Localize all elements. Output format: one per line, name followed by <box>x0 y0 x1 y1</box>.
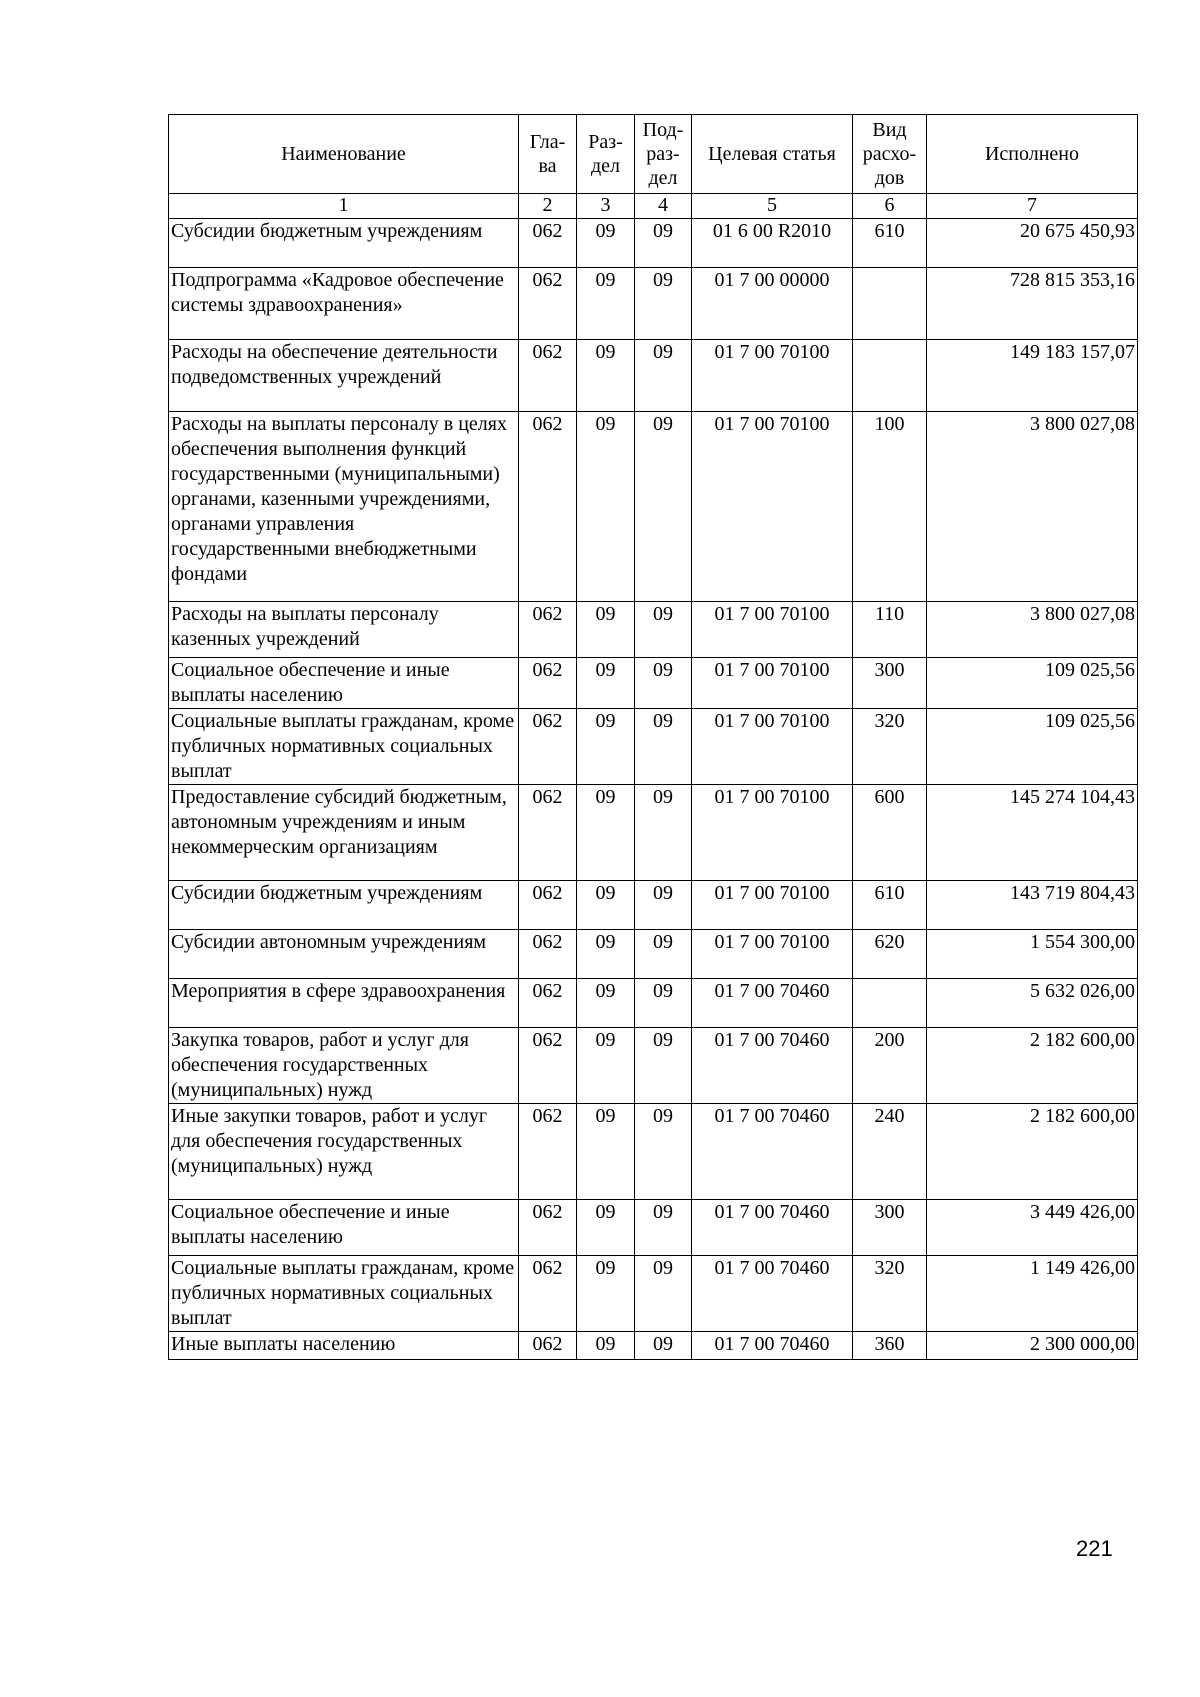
cell-target: 01 7 00 70100 <box>692 881 853 930</box>
cell-amount: 109 025,56 <box>927 658 1138 709</box>
cell-razdel: 09 <box>577 658 635 709</box>
cell-razdel: 09 <box>577 412 635 602</box>
header-vid: Вид расхо- дов <box>853 115 927 194</box>
header-executed: Исполнено <box>927 115 1138 194</box>
cell-glava: 062 <box>519 658 577 709</box>
cell-name: Иные закупки товаров, работ и услуг для обеспечения государственных (муниципальных) нужд <box>169 1104 519 1200</box>
cell-razdel: 09 <box>577 709 635 785</box>
cell-podrazdel: 09 <box>635 1200 692 1256</box>
cell-vid: 610 <box>853 219 927 268</box>
cell-amount: 728 815 353,16 <box>927 268 1138 340</box>
cell-target: 01 7 00 70100 <box>692 602 853 658</box>
table-row <box>169 340 1138 412</box>
cell-vid: 610 <box>853 881 927 930</box>
column-number: 1 <box>169 194 519 219</box>
cell-podrazdel: 09 <box>635 268 692 340</box>
cell-razdel: 09 <box>577 340 635 412</box>
cell-razdel: 09 <box>577 219 635 268</box>
cell-podrazdel: 09 <box>635 658 692 709</box>
cell-glava: 062 <box>519 1200 577 1256</box>
header-name: Наименование <box>169 115 519 194</box>
cell-name: Расходы на обеспечение деятельности подведомственных учреждений <box>169 340 519 412</box>
cell-razdel: 09 <box>577 785 635 881</box>
cell-razdel: 09 <box>577 930 635 979</box>
column-number: 5 <box>692 194 853 219</box>
cell-vid: 300 <box>853 1200 927 1256</box>
cell-name: Социальные выплаты гражданам, кроме публичных нормативных социальных выплат <box>169 1256 519 1332</box>
header-row <box>169 115 1138 194</box>
table-row <box>169 979 1138 1028</box>
cell-podrazdel: 09 <box>635 1256 692 1332</box>
cell-amount: 20 675 450,93 <box>927 219 1138 268</box>
cell-podrazdel: 09 <box>635 930 692 979</box>
table-row <box>169 785 1138 881</box>
cell-amount: 2 182 600,00 <box>927 1104 1138 1200</box>
table-row <box>169 1256 1138 1332</box>
header-glava: Гла- ва <box>519 115 577 194</box>
cell-podrazdel: 09 <box>635 219 692 268</box>
cell-glava: 062 <box>519 1256 577 1332</box>
cell-amount: 149 183 157,07 <box>927 340 1138 412</box>
cell-glava: 062 <box>519 1028 577 1104</box>
cell-target: 01 7 00 70100 <box>692 930 853 979</box>
cell-name: Субсидии автономным учреждениям <box>169 930 519 979</box>
header-podrazdel: Под- раз- дел <box>635 115 692 194</box>
cell-glava: 062 <box>519 602 577 658</box>
cell-podrazdel: 09 <box>635 340 692 412</box>
cell-vid: 240 <box>853 1104 927 1200</box>
cell-razdel: 09 <box>577 1028 635 1104</box>
header-razdel: Раз- дел <box>577 115 635 194</box>
cell-target: 01 7 00 70100 <box>692 658 853 709</box>
cell-glava: 062 <box>519 268 577 340</box>
cell-name: Социальные выплаты гражданам, кроме публичных нормативных социальных выплат <box>169 709 519 785</box>
table-row <box>169 268 1138 340</box>
cell-glava: 062 <box>519 709 577 785</box>
cell-glava: 062 <box>519 930 577 979</box>
cell-vid <box>853 979 927 1028</box>
cell-target: 01 7 00 70100 <box>692 412 853 602</box>
cell-name: Иные выплаты населению <box>169 1332 519 1360</box>
cell-name: Мероприятия в сфере здравоохранения <box>169 979 519 1028</box>
cell-amount: 1 149 426,00 <box>927 1256 1138 1332</box>
column-number: 6 <box>853 194 927 219</box>
cell-razdel: 09 <box>577 1104 635 1200</box>
cell-amount: 3 800 027,08 <box>927 602 1138 658</box>
cell-vid: 320 <box>853 709 927 785</box>
cell-podrazdel: 09 <box>635 1104 692 1200</box>
column-number-row <box>169 194 1138 219</box>
cell-vid: 620 <box>853 930 927 979</box>
cell-name: Субсидии бюджетным учреждениям <box>169 219 519 268</box>
header-target: Целевая статья <box>692 115 853 194</box>
cell-target: 01 7 00 70100 <box>692 340 853 412</box>
cell-glava: 062 <box>519 412 577 602</box>
cell-glava: 062 <box>519 979 577 1028</box>
cell-amount: 5 632 026,00 <box>927 979 1138 1028</box>
cell-name: Социальное обеспечение и иные выплаты населению <box>169 658 519 709</box>
cell-podrazdel: 09 <box>635 709 692 785</box>
cell-razdel: 09 <box>577 1200 635 1256</box>
cell-amount: 109 025,56 <box>927 709 1138 785</box>
table-row <box>169 930 1138 979</box>
cell-glava: 062 <box>519 881 577 930</box>
cell-name: Расходы на выплаты персоналу казенных учреждений <box>169 602 519 658</box>
table-body <box>169 219 1138 1360</box>
cell-target: 01 7 00 70460 <box>692 1332 853 1360</box>
cell-razdel: 09 <box>577 1332 635 1360</box>
cell-target: 01 7 00 70460 <box>692 979 853 1028</box>
column-number: 4 <box>635 194 692 219</box>
table-row <box>169 1200 1138 1256</box>
cell-vid: 600 <box>853 785 927 881</box>
cell-podrazdel: 09 <box>635 881 692 930</box>
cell-glava: 062 <box>519 785 577 881</box>
cell-target: 01 7 00 70460 <box>692 1028 853 1104</box>
cell-target: 01 7 00 70100 <box>692 785 853 881</box>
cell-podrazdel: 09 <box>635 1332 692 1360</box>
cell-vid: 360 <box>853 1332 927 1360</box>
cell-vid: 100 <box>853 412 927 602</box>
cell-vid: 320 <box>853 1256 927 1332</box>
cell-glava: 062 <box>519 1104 577 1200</box>
cell-amount: 2 300 000,00 <box>927 1332 1138 1360</box>
table-row <box>169 219 1138 268</box>
cell-vid: 200 <box>853 1028 927 1104</box>
cell-amount: 143 719 804,43 <box>927 881 1138 930</box>
budget-execution-table <box>168 114 1138 1360</box>
column-number: 7 <box>927 194 1138 219</box>
cell-razdel: 09 <box>577 268 635 340</box>
cell-target: 01 7 00 00000 <box>692 268 853 340</box>
column-number: 2 <box>519 194 577 219</box>
column-number: 3 <box>577 194 635 219</box>
cell-podrazdel: 09 <box>635 1028 692 1104</box>
cell-target: 01 6 00 R2010 <box>692 219 853 268</box>
table-row <box>169 1028 1138 1104</box>
cell-name: Расходы на выплаты персоналу в целях обеспечения выполнения функций государственными (муниципальными) органами, казенными учреждениями, органами управления государственными внебюджетными фондами <box>169 412 519 602</box>
cell-razdel: 09 <box>577 881 635 930</box>
cell-podrazdel: 09 <box>635 979 692 1028</box>
cell-target: 01 7 00 70460 <box>692 1104 853 1200</box>
cell-razdel: 09 <box>577 602 635 658</box>
cell-amount: 3 449 426,00 <box>927 1200 1138 1256</box>
cell-vid: 110 <box>853 602 927 658</box>
cell-vid <box>853 340 927 412</box>
cell-amount: 3 800 027,08 <box>927 412 1138 602</box>
cell-amount: 1 554 300,00 <box>927 930 1138 979</box>
cell-glava: 062 <box>519 340 577 412</box>
cell-podrazdel: 09 <box>635 412 692 602</box>
cell-razdel: 09 <box>577 979 635 1028</box>
cell-target: 01 7 00 70460 <box>692 1256 853 1332</box>
table-row <box>169 602 1138 658</box>
table-row <box>169 709 1138 785</box>
cell-glava: 062 <box>519 1332 577 1360</box>
cell-vid <box>853 268 927 340</box>
cell-glava: 062 <box>519 219 577 268</box>
cell-podrazdel: 09 <box>635 785 692 881</box>
cell-name: Предоставление субсидий бюджетным, автономным учреждениям и иным некоммерческим организациям <box>169 785 519 881</box>
cell-amount: 145 274 104,43 <box>927 785 1138 881</box>
cell-target: 01 7 00 70100 <box>692 709 853 785</box>
page-number: 221 <box>1076 1536 1113 1561</box>
cell-name: Социальное обеспечение и иные выплаты населению <box>169 1200 519 1256</box>
cell-vid: 300 <box>853 658 927 709</box>
table-row <box>169 1332 1138 1360</box>
table-row <box>169 881 1138 930</box>
cell-razdel: 09 <box>577 1256 635 1332</box>
cell-target: 01 7 00 70460 <box>692 1200 853 1256</box>
table-row <box>169 1104 1138 1200</box>
table-row <box>169 412 1138 602</box>
cell-name: Закупка товаров, работ и услуг для обеспечения государственных (муниципальных) нужд <box>169 1028 519 1104</box>
table-row <box>169 658 1138 709</box>
cell-amount: 2 182 600,00 <box>927 1028 1138 1104</box>
cell-name: Субсидии бюджетным учреждениям <box>169 881 519 930</box>
cell-name: Подпрограмма «Кадровое обеспечение системы здравоохранения» <box>169 268 519 340</box>
cell-podrazdel: 09 <box>635 602 692 658</box>
